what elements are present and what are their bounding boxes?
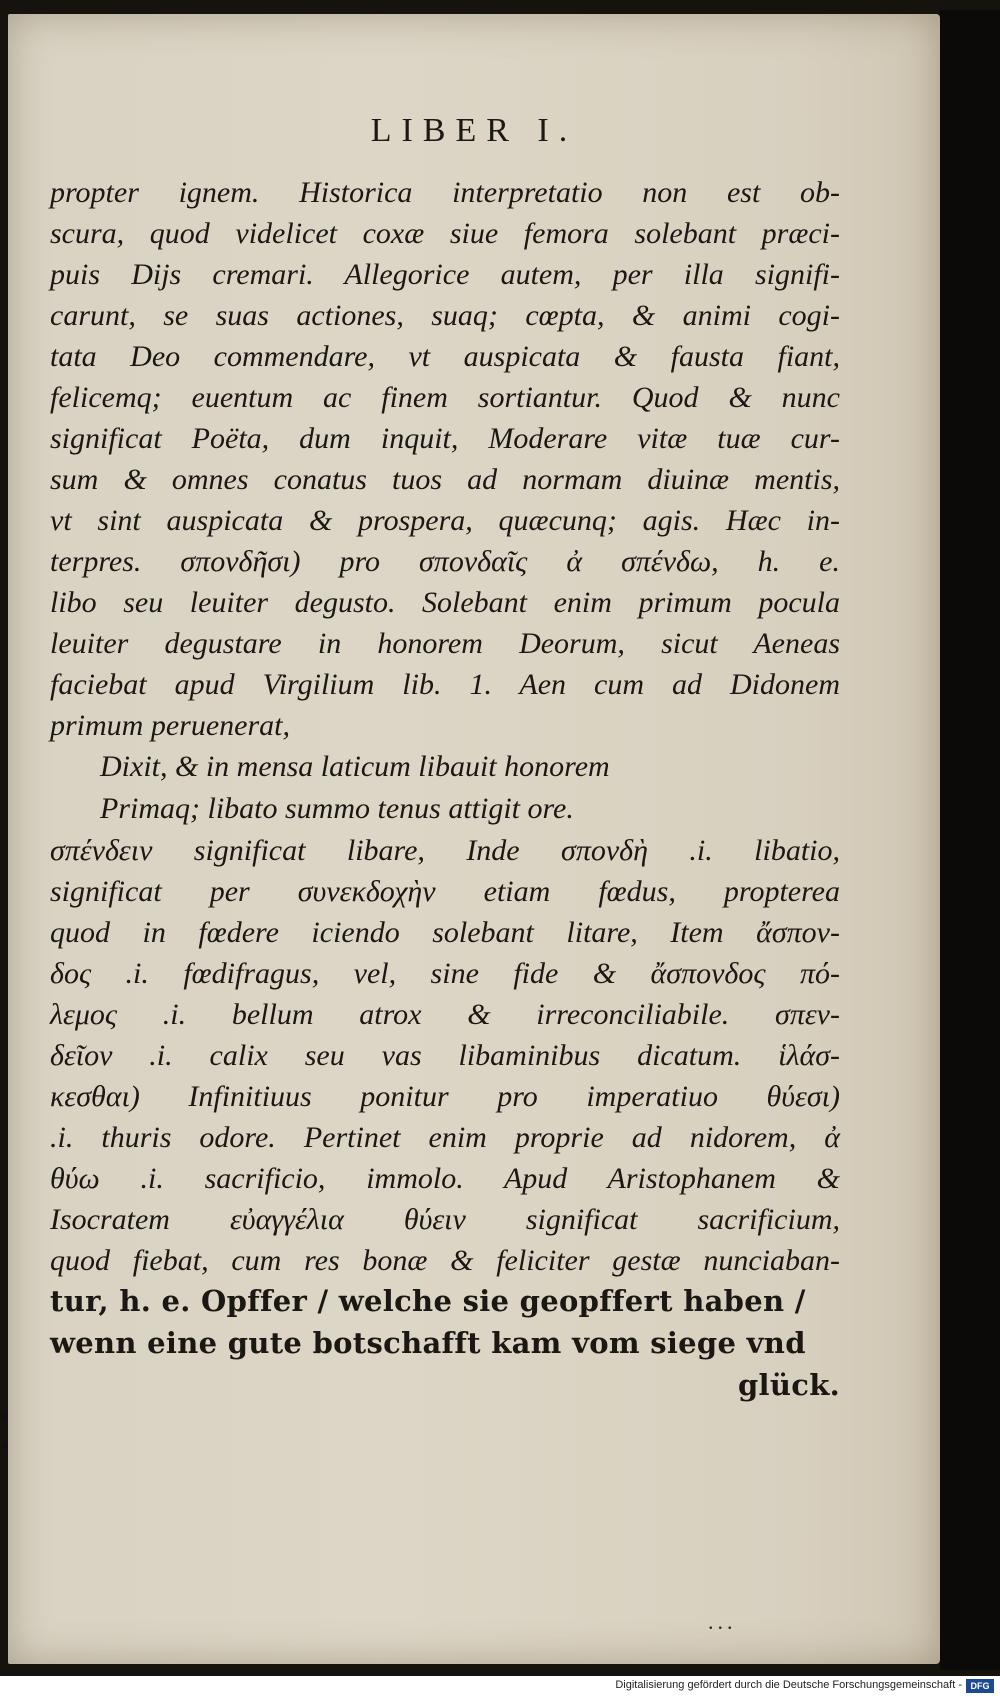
main-text [50, 172, 840, 1407]
blackletter-line-final: glück. [737, 1368, 840, 1402]
text-line: significat per συνεκδοχὴν etiam fœdus, propterea [50, 875, 840, 908]
text-line: .i. thuris odore. Pertinet enim proprie ad nidorem, ἀ [50, 1121, 840, 1154]
running-head: LIBER I. [370, 112, 578, 149]
text-line: Isocratem εὐαγγέλια θύειν significat sacrificium, [50, 1203, 840, 1236]
verse-line: Primaq; libato summo tenus attigit ore. [100, 792, 574, 825]
signature-mark: ... [708, 1609, 737, 1634]
text-line: quod in fœdere iciendo solebant litare, Item ἄσπον- [50, 916, 840, 949]
text-line: κεσθαι) Infinitiuus ponitur pro imperatiuo θύεσι) [50, 1080, 840, 1113]
text-line: leuiter degustare in honorem Deorum, sicut Aeneas [50, 627, 840, 660]
text-line: vt sint auspicata & prospera, quæcunq; agis. Hæc in- [50, 504, 840, 537]
text-line: libo seu leuiter degusto. Solebant enim primum pocula [50, 586, 840, 619]
text-line: puis Dijs cremari. Allegorice autem, per illa signifi- [50, 258, 840, 291]
blackletter-line: wenn eine gute botschafft kam vom siege vnd [50, 1326, 806, 1360]
digitization-footer [0, 1676, 1000, 1697]
text-line: tata Deo commendare, vt auspicata & fausta fiant, [50, 340, 840, 373]
text-line: propter ignem. Historica interpretatio non est ob- [50, 176, 840, 209]
page-edge-shadow [940, 10, 1000, 1670]
text-line: θύω .i. sacrificio, immolo. Apud Aristophanem & [50, 1162, 840, 1195]
text-line: σπένδειν significat libare, Inde σπονδὴ .i. libatio, [50, 834, 840, 867]
text-line: significat Poëta, dum inquit, Moderare vitæ tuæ cur- [50, 422, 840, 455]
blackletter-line: tur, h. e. Opffer / welche sie geopffert haben / [50, 1284, 806, 1318]
text-line: scura, quod videlicet coxæ siue femora solebant præci- [50, 217, 840, 250]
text-line: δος .i. fœdifragus, vel, sine fide & ἄσπονδος πό- [50, 957, 840, 990]
dfg-logo-icon[interactable]: DFG [966, 1679, 994, 1693]
binding-holes [2, 1412, 10, 1452]
text-line: primum peruenerat, [50, 709, 290, 742]
book-page [8, 14, 940, 1664]
footer-credit: Digitalisierung gefördert durch die Deutsche Forschungsgemeinschaft - [615, 1679, 962, 1691]
text-line: terpres. σπονδῆσι) pro σπονδαῖς ἀ σπένδω, h. e. [50, 545, 840, 578]
text-line: faciebat apud Virgilium lib. 1. Aen cum ad Didonem [50, 668, 840, 701]
text-line: felicemq; euentum ac finem sortiantur. Quod & nunc [50, 381, 840, 414]
text-line: carunt, se suas actiones, suaq; cœpta, & animi cogi- [50, 299, 840, 332]
text-line: λεμος .i. bellum atrox & irreconciliabile. σπεν- [50, 998, 840, 1031]
text-line: δεῖον .i. calix seu vas libaminibus dicatum. ἱλάσ- [50, 1039, 840, 1072]
text-line: sum & omnes conatus tuos ad normam diuinæ mentis, [50, 463, 840, 496]
verse-line: Dixit, & in mensa laticum libauit honorem [100, 750, 610, 783]
text-line: quod fiebat, cum res bonæ & feliciter gestæ nunciaban- [50, 1244, 840, 1277]
